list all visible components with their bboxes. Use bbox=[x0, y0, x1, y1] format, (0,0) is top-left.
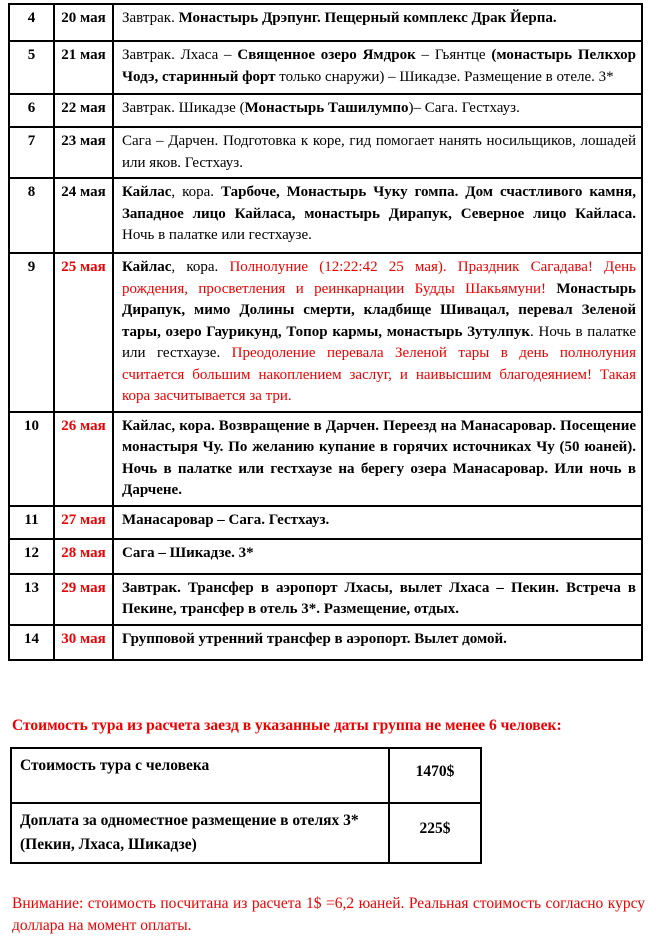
price-table bbox=[10, 747, 482, 864]
description-segment: . Ночь в палатке или гестхаузе. bbox=[122, 323, 636, 361]
day-number-cell: 6 bbox=[9, 94, 54, 127]
itinerary-row bbox=[9, 94, 642, 127]
description-cell bbox=[113, 412, 642, 506]
price-label bbox=[11, 748, 389, 803]
description-segment: )– Сага. Гестхауз. bbox=[408, 100, 520, 116]
date-cell: 22 мая bbox=[54, 94, 113, 127]
description-segment: Монастырь Дрэпунг. Пещерный комплекс Драк Йерпа. bbox=[178, 10, 557, 26]
description-segment: , кора. bbox=[171, 259, 230, 275]
description-segment: Монастырь Дирапук, мимо Долины смерти, кладбище Шивацал, перевал Зеленой тары, озеро Гаурикунд, Топор кармы, монастырь Зутулпук bbox=[122, 280, 636, 340]
description-segment: , кора. bbox=[171, 184, 221, 200]
itinerary-row bbox=[9, 539, 642, 574]
pricing-heading: Стоимость тура из расчета заезд в указанные даты группа не менее 6 человек: bbox=[12, 717, 562, 734]
itinerary-row bbox=[9, 506, 642, 539]
description-segment: Завтрак. bbox=[122, 10, 179, 26]
description-segment: только снаружи) – Шикадзе. Размещение в отеле. 3* bbox=[275, 68, 614, 85]
description-segment: (монастырь Пелкхор Чодэ, старинный форт bbox=[122, 47, 636, 85]
description-cell bbox=[113, 506, 642, 539]
description-segment: Групповой утренний трансфер в аэропорт. Вылет домой. bbox=[122, 630, 507, 647]
date-cell: 27 мая bbox=[54, 506, 113, 539]
day-number-cell: 4 bbox=[9, 4, 54, 41]
itinerary-row bbox=[9, 127, 642, 178]
description-segment: Завтрак. Лхаса – bbox=[122, 47, 238, 63]
day-number-cell: 12 bbox=[9, 539, 54, 574]
date-cell: 30 мая bbox=[54, 625, 113, 660]
description-cell bbox=[113, 539, 642, 574]
description-cell bbox=[113, 94, 642, 127]
price-label-line: (Пекин, Лхаса, Шикадзе) bbox=[20, 836, 197, 853]
day-number-cell: 11 bbox=[9, 506, 54, 539]
date-cell: 21 мая bbox=[54, 41, 113, 94]
day-number-cell: 9 bbox=[9, 253, 54, 412]
description-cell bbox=[113, 625, 642, 660]
description-segment: Завтрак. Шикадзе ( bbox=[122, 100, 245, 116]
description-cell bbox=[113, 127, 642, 178]
date-cell: 28 мая bbox=[54, 539, 113, 574]
itinerary-row bbox=[9, 574, 642, 625]
day-number-cell: 13 bbox=[9, 574, 54, 625]
itinerary-row bbox=[9, 253, 642, 412]
price-table-body bbox=[11, 748, 481, 863]
description-cell bbox=[113, 178, 642, 253]
description-segment: Сага – Дарчен. Подготовка к коре, гид помогает нанять носильщиков, лошадей или яков. Гестхауз. bbox=[122, 133, 636, 171]
day-number-cell: 5 bbox=[9, 41, 54, 94]
itinerary-row bbox=[9, 412, 642, 506]
price-value: 225$ bbox=[389, 803, 481, 863]
day-number-cell: 8 bbox=[9, 178, 54, 253]
payment-note: Внимание: стоимость посчитана из расчета 1$ =6,2 юаней. Реальная стоимость согласно курсу доллара на момент оплаты. bbox=[12, 895, 645, 934]
description-segment: Завтрак. Трансфер в аэропорт Лхасы, вылет Лхаса – Пекин. Встреча в Пекине, трансфер в отель 3*. Размещение, отдых. bbox=[122, 579, 636, 617]
description-cell bbox=[113, 253, 642, 412]
description-segment: Тарбоче, Монастырь Чуку гомпа. Дом счастливого камня, Западное лицо Кайласа, монастырь Дирапук, Северное лицо Кайласа. bbox=[122, 184, 636, 222]
description-segment: Ночь в палатке или гестхаузе. bbox=[122, 227, 312, 243]
itinerary-table bbox=[8, 3, 643, 661]
itinerary-row bbox=[9, 625, 642, 660]
date-cell: 20 мая bbox=[54, 4, 113, 41]
price-row bbox=[11, 803, 481, 863]
description-cell bbox=[113, 4, 642, 41]
itinerary-row bbox=[9, 41, 642, 94]
description-segment: Полнолуние (12:22:42 25 мая). Праздник Сагадава! День рождения, просветления и реинкарнации Будды Шакьямуни! bbox=[122, 259, 636, 297]
description-segment: Сага – Шикадзе. 3* bbox=[122, 544, 254, 561]
description-cell bbox=[113, 41, 642, 94]
date-cell: 23 мая bbox=[54, 127, 113, 178]
day-number-cell: 7 bbox=[9, 127, 54, 178]
day-number-cell: 10 bbox=[9, 412, 54, 506]
description-segment: Монастырь Ташилумпо bbox=[244, 100, 409, 116]
price-label-line: Доплата за одноместное размещение в отелях 3* bbox=[20, 812, 359, 829]
description-cell bbox=[113, 574, 642, 625]
description-segment: Кайлас, кора. Возвращение в Дарчен. Переезд на Манасаровар. Посещение монастыря Чу. По желанию купание в горячих источниках Чу (50 юаней). Ночь в палатке или гестхаузе на берегу озера Манасаровар. Или ночь в Дарчене. bbox=[122, 417, 636, 498]
date-cell: 29 мая bbox=[54, 574, 113, 625]
itinerary-table-body bbox=[9, 4, 642, 660]
description-segment: Священное озеро Ямдрок bbox=[237, 47, 416, 63]
day-number-cell: 14 bbox=[9, 625, 54, 660]
description-segment: Преодоление перевала Зеленой тары в день полнолуния считается большим накоплением заслуг, и наивысшим благодеянием! Такая кора засчитывается за три. bbox=[122, 345, 636, 404]
price-label-line: Стоимость тура с человека bbox=[20, 757, 210, 774]
price-value: 1470$ bbox=[389, 748, 481, 803]
description-segment: – Гьянтце bbox=[415, 47, 492, 63]
description-segment: Манасаровар – Сага. Гестхауз. bbox=[122, 511, 330, 528]
date-cell: 25 мая bbox=[54, 253, 113, 412]
itinerary-row bbox=[9, 4, 642, 41]
price-row bbox=[11, 748, 481, 803]
price-label bbox=[11, 803, 389, 863]
date-cell: 24 мая bbox=[54, 178, 113, 253]
description-segment: Кайлас bbox=[122, 184, 172, 200]
date-cell: 26 мая bbox=[54, 412, 113, 506]
description-segment: Кайлас bbox=[122, 259, 172, 275]
itinerary-row bbox=[9, 178, 642, 253]
